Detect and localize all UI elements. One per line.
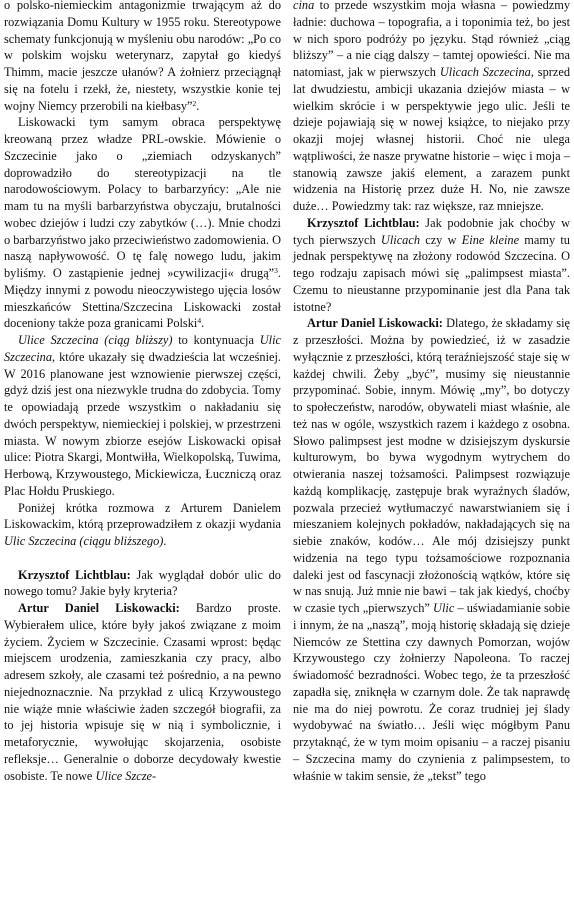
question-2: Krzysztof Lichtblau: Jak podobnie jak choćby w tych pierwszych Ulicach czy w Eine kleine mamy tu jednak perspektywę na złożony rodowód Szczecina. O tego rodzaju zapisach mówi się „palimpsest miasta”. Czemu to nieustanne przypominanie jest dla Pana tak istotne? [293, 215, 570, 314]
question-1: Krzysztof Lichtblau: Jak wyglądał dobór ulic do nowego tomu? Jakie były kryteria? [4, 567, 281, 599]
speaker-name: Artur Daniel Liskowacki: [18, 601, 180, 615]
footnote-ref: 4 [197, 316, 202, 326]
speaker-name: Artur Daniel Liskowacki: [307, 316, 443, 331]
footnote-ref: 3 [274, 266, 278, 275]
speaker-name: Krzysztof Lichtblau: [307, 215, 420, 230]
answer-1: Artur Daniel Liskowacki: Bardzo proste. Wybierałem ulice, które były jakoś związane z moim życiem. Życiem w Szczecinie. Czasami wprost: będąc miejscem urodzenia, zamieszkania czy pracy, albo adresem szkoły, ale czasami też pośrednio, a na pewno niejednoznacznie. Na przykład z ulicą Krzywoustego nie wiąże mnie właściwie żaden szczegół biografii, za to jej historia wpisuje się w nią i symbolicznie, i metaforycznie, wywołując skojarzenia, osobiste refleksje… Generalnie o doborze decydowały kwestie osobiste. Te nowe Ulice Szcze- [4, 601, 281, 783]
paragraph-stereotypes: o polsko-niemieckim antagonizmie trwającym aż do rozwiązania Domu Kultury w 1955 roku. Stereotypowe schematy funkcjonują w myśleniu obu narodów: „Po co w polskim wojsku weterynarz, zapytał go kiedyś Thimm, macie jeszcze ułanów? A żołnierz przeciągnął się na fotelu i rzekł, że, niestety, wszystkie konie tej wojny Niemcy przerobili na kiełbasy”$^2$. [4, 0, 281, 113]
right-column [293, 0, 570, 784]
left-column [4, 0, 281, 784]
footnote-ref: 2 [192, 98, 197, 108]
answer-2: Artur Daniel Liskowacki: Dlatego, że składamy się z przeszłości. Można by powiedzieć, iż w zasadzie wyłącznie z przeszłości, którą teraźniejszość staje się w każdej chwili. Żeby „być”, musimy się nieustannie przypominać. Sobie, innym. Mówię „my”, bo dotyczy to społeczeństw, narodów, obywateli miast właśnie, ale też nas w ogóle, wszystkich razem i każdego z osobna. Słowo palimpsest jest modne w dzisiejszym dyskursie kulturowym, bo bywa wygodnym wytrychem do otwierania naszej tożsamości. Palimpsest rozwiązuje każdą komplikację, zastępuje brak wyraźnych śladów, pozwala przecież wytłumaczyć nawarstwianiem się i mieszaniem kolejnych pokładów, nakładających się na siebie znaków, kodów… Ale mój dzisiejszy punkt widzenia na tego typu tożsamościowe rozpoznania daleki jest od fascynacji złożonością wątków, które się w nas snują. Już mnie nie bawi – tak jak kiedyś, choćby w czasie tych „pierwszych” Ulic – uświadamianie sobie i innym, że na „naszą”, moją historię składają się dzieje Niemców ze Stettina czy dawnych Pomorzan, wojów Krzywoustego czy żołnierzy Napoleona. To raczej świadomość bezradności. Wobec tego, że ta przeszłość zapadła się, zniknęła w czarnym dole. Że tak naprawdę nie ma do niej powrotu. Że coraz trudniej jej ślady wydobywać na światło… Jeśli więc mógłbym Panu przytaknąć, że w tym moim opisaniu – a raczej pisaniu – Szczecina mamy do czynienia z palimpsestem, to właśnie w takim sensie, że „tekst” tego [293, 316, 571, 783]
paragraph-book-intro: Ulice Szczecina (ciąg bliższy) to kontynuacja Ulic Szczecina, które ukazały się dwadzieścia lat wcześniej. W 2016 planowane jest wznowienie pierwszej części, gdyż dziś jest ona niezwykle trudna do zdobycia. Tomy te opowiadają przede wszystkim o nakładaniu się dwóch perspektyw, niemieckiej i polskiej, w przestrzeni miasta. W nowym zbiorze esejów Liskowacki opisał ulice: Piotra Skargi, Montwiłła, Wielkopolską, Tuwima, Herbową, Krzywoustego, Mickiewicza, Łuczniczą oraz Plac Hołdu Pruskiego. [4, 333, 282, 498]
paragraph-perspective: Liskowacki tym samym obraca perspektywę kreowaną przez władze PRL-owskie. Mówienie o Szczecinie jako o „ziemiach odzyskanych” doprowadziło do stereotypizacji na tle narodowościowym. Polacy to barbarzyńcy: „Ale nie mam tu na myśli barbarzyństwa obyczaju, brutalności wobec dziejów i ludzi czy zabytków (…). Mnie chodzi o barbarzyństwo jako przeciwieństwo zadomowienia. O naszą napływowość. O tę falę nowego ludu, jakim byliśmy. O zastąpienie jednej »cywilizacji« drugą”$^3$. Między innymi z powodu nieoczywistego ujęcia losów mieszkańców Stettina/Szczecina Liskowacki został doceniony także poza granicami Polski$^4$. [4, 115, 281, 331]
paragraph-interview-intro: Poniżej krótka rozmowa z Arturem Danielem Liskowackim, którą przeprowadziłem z okazji wydania Ulic Szczecina (ciągu bliższego). [4, 500, 281, 548]
answer-1-continued: cina to przede wszystkim moja własna – powiedzmy ładnie: duchowa – topografia, a i toponimia też, bo jest w nich sporo podróży po języku. Stąd również „ciąg bliższy” – a nie ciąg dalszy – tamtej opowieści. Nie ma natomiast, jak w pierwszych Ulicach Szczecina, sprzed lat dwudziestu, ambicji ukazania dziejów miasta – w wielkim skrócie i w perspektywie jego ulic. Jeśli te dzieje pojawiają się w nowej książce, to niejako przy okazji mojej własnej historii. Choć nie ulega wątpliwości, że nasze prywatne historie – więc i moja – stanowią zawsze jakiś element, a zarazem punkt widzenia na Historię przez duże H. No, nie zawsze duże… Powiedzmy tak: raz większe, raz mniejsze. [293, 0, 570, 213]
speaker-name: Krzysztof Lichtblau: [18, 567, 131, 582]
